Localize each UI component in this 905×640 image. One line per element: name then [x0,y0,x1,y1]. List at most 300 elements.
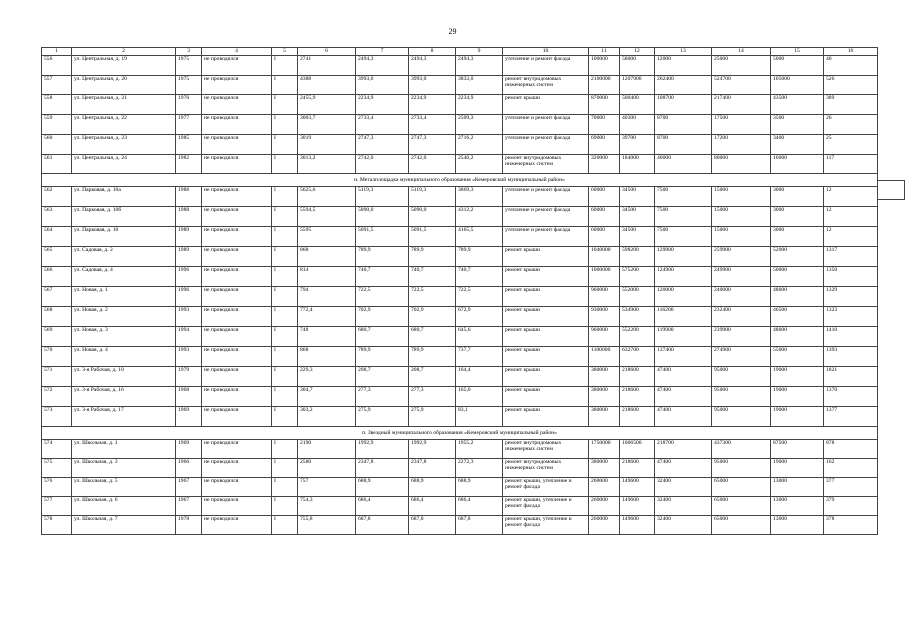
table-cell: ул. Центральная, д. 23 [72,135,176,155]
table-cell: 116200 [655,307,712,327]
table-cell: 500400 [620,95,655,115]
table-cell: 686,4 [356,497,409,516]
table-cell: 120000 [655,287,712,307]
table-cell: 572 [42,387,72,407]
table-cell: 794 [298,287,356,307]
column-number: 15 [771,48,824,56]
table-cell: 275,9 [409,407,456,427]
column-number: 11 [589,48,620,56]
table-cell: 437300 [712,440,771,459]
table-cell: 208,7 [356,367,409,387]
table-cell: 164,4 [456,367,503,387]
table-cell: 2234,9 [356,95,409,115]
table-cell: 117 [824,155,878,174]
table-row [42,478,878,497]
table-cell: 129900 [655,247,712,267]
table-cell: 2100000 [589,76,620,95]
table-row [42,207,878,227]
table-cell: 15000 [712,207,771,227]
table-cell: 2742,0 [356,155,409,174]
table-cell: 274900 [712,347,771,367]
table-cell: 239900 [712,327,771,347]
table-cell: 688,9 [409,478,456,497]
table-cell: 124900 [655,267,712,287]
table-cell: 1978 [176,516,202,535]
table-cell: 686,4 [456,497,503,516]
table-cell: 748 [298,327,356,347]
table-cell: 526 [824,76,878,95]
table-cell: 277,3 [409,387,456,407]
table-cell: 25000 [712,56,771,76]
table-cell: ремонт внутридомовых инженерных систем [503,155,589,174]
table-cell: 65000 [712,497,771,516]
table-cell: 55000 [771,347,824,367]
table-cell: 48000 [771,287,824,307]
table-cell: 60000 [589,227,620,247]
table-cell: 184000 [620,155,655,174]
table-cell: 47400 [655,387,712,407]
table-cell: 108700 [655,95,712,115]
table-row [42,327,878,347]
table-cell: 5091,5 [409,227,456,247]
table-cell: I [272,327,298,347]
column-number: 1 [42,48,72,56]
table-cell: не проводился [202,367,272,387]
table-cell: I [272,347,298,367]
column-number: 4 [202,48,272,56]
table-cell: 868 [298,347,356,367]
table-cell: I [272,407,298,427]
table-cell: 80000 [712,155,771,174]
table-cell: 26 [824,115,878,135]
table-cell: 1377 [824,407,878,427]
table-cell: 3833,0 [456,76,503,95]
table-cell: 558 [42,95,72,115]
table-row [42,497,878,516]
table-cell: 562 [42,187,72,207]
table-cell: 1969 [176,440,202,459]
table-cell: 1967 [176,478,202,497]
table-cell: 1979 [176,367,202,387]
table-cell: 814 [298,267,356,287]
table-cell: 8700 [655,115,712,135]
table-cell: не проводился [202,327,272,347]
table-cell: 737,7 [456,347,503,367]
table-cell: ремонт крыши [503,327,589,347]
table-cell: 15000 [712,187,771,207]
table-cell: 598200 [620,247,655,267]
table-cell: 218600 [620,459,655,478]
table-cell: ремонт крыши, утепление и ремонт фасада [503,478,589,497]
table-row [42,440,878,459]
table-row [42,76,878,95]
table-cell: 1993 [176,347,202,367]
table-row [42,115,878,135]
table-cell: 262400 [655,76,712,95]
table-cell: 60000 [589,187,620,207]
table-cell: 1317 [824,247,878,267]
table-cell: 789,9 [409,347,456,367]
table-row [42,227,878,247]
table-cell: 564 [42,227,72,247]
table-cell: 100000 [589,56,620,76]
table-row [42,155,878,174]
table-cell: 2580 [298,459,356,478]
table-cell: не проводился [202,459,272,478]
table-cell: 3500 [771,115,824,135]
section-row-overflow-cell [877,180,905,200]
table-cell: 560 [42,135,72,155]
table-cell: 573 [42,407,72,427]
table-cell: 260000 [589,497,620,516]
table-cell: 1976 [176,95,202,115]
table-cell: 47400 [655,367,712,387]
table-cell: ул. Школьная, д. 7 [72,516,176,535]
table-cell: ул. Центральная, д. 21 [72,95,176,115]
table-cell: 570 [42,347,72,367]
table-cell: 232400 [712,307,771,327]
table-cell: 687,8 [356,516,409,535]
table-cell: 32400 [655,478,712,497]
table-cell: 960000 [589,327,620,347]
table-cell: 2509,3 [456,115,503,135]
table-cell: 559 [42,115,72,135]
table-cell: 5594,5 [298,207,356,227]
column-number: 6 [298,48,356,56]
table-cell: 2494,3 [356,56,409,76]
column-number: 13 [655,48,712,56]
table-cell: 557 [42,76,72,95]
table-cell: I [272,115,298,135]
table-cell: 1988 [176,187,202,207]
table-cell: 2747,3 [409,135,456,155]
table-cell: 1370 [824,387,878,407]
table-cell: 25 [824,135,878,155]
table-cell: ремонт крыши, утепление и ремонт фасада [503,516,589,535]
table-cell: 1955,2 [456,440,503,459]
column-number: 9 [456,48,503,56]
table-cell: 105000 [771,76,824,95]
table-row [42,407,878,427]
table-cell: ул. Парковая, д. 10а [72,187,176,207]
table-cell: 4165,5 [456,227,503,247]
table-cell: 524700 [712,76,771,95]
table-cell: не проводился [202,155,272,174]
table-cell: 229,3 [298,367,356,387]
table-cell: 552000 [620,287,655,307]
table-cell: I [272,516,298,535]
table-cell: 1968 [176,387,202,407]
table-cell: 930000 [589,307,620,327]
table-cell: ремонт крыши [503,247,589,267]
table-cell: ул. Центральная, д. 24 [72,155,176,174]
table-cell: 740,7 [409,267,456,287]
table-cell: 1996 [176,267,202,287]
table-cell: 687,8 [409,516,456,535]
section-row [42,174,878,187]
table-cell: 70000 [589,115,620,135]
table-cell: 5119,3 [409,187,456,207]
table-cell: не проводился [202,135,272,155]
table-cell: 1988 [176,207,202,227]
table-cell: 688,9 [456,478,503,497]
table-cell: 568 [42,307,72,327]
table-cell: 789,9 [356,347,409,367]
table-cell: утепление и ремонт фасада [503,115,589,135]
table-cell: 2234,9 [456,95,503,115]
table-cell: 8700 [655,135,712,155]
table-row [42,267,878,287]
table-cell: 240000 [712,287,771,307]
table-cell: не проводился [202,207,272,227]
table-cell: 19000 [771,387,824,407]
table-cell: ул. Школьная, д. 5 [72,478,176,497]
table-cell: ул. Центральная, д. 19 [72,56,176,76]
table-cell: 2733,4 [356,115,409,135]
table-row [42,187,878,207]
table-cell: 65000 [712,516,771,535]
table-cell: не проводился [202,347,272,367]
table-cell: не проводился [202,497,272,516]
table-cell: 757 [298,478,356,497]
table-cell: I [272,267,298,287]
table-cell: ул. Центральная, д. 20 [72,76,176,95]
table-cell: 566 [42,267,72,287]
table-cell: 3000 [771,187,824,207]
table-cell: I [272,247,298,267]
table-cell: не проводился [202,227,272,247]
table-cell: 34500 [620,227,655,247]
table-cell: 7500 [655,227,712,247]
column-number: 12 [620,48,655,56]
table-cell: I [272,56,298,76]
table-cell: ремонт крыши [503,367,589,387]
table-cell: ул. Новая, д. 2 [72,307,176,327]
table-cell: 19000 [771,459,824,478]
table-cell: ул. Новая, д. 1 [72,287,176,307]
table-cell: ул. Школьная, д. 3 [72,459,176,478]
table-cell: 95000 [712,387,771,407]
table-cell: утепление и ремонт фасада [503,207,589,227]
table-cell: 95000 [712,367,771,387]
table-cell: ул. 3-я Рабочая, д. 16 [72,387,176,407]
table-cell: 1410 [824,327,878,347]
table-cell: 34500 [620,187,655,207]
column-number: 7 [356,48,409,56]
table-cell: 208,7 [409,367,456,387]
table-cell: 2747,3 [356,135,409,155]
table-cell: 40000 [655,155,712,174]
table-cell: 960000 [589,287,620,307]
table-cell: 149600 [620,497,655,516]
table-cell: 754,3 [298,497,356,516]
table-cell: 58000 [620,56,655,76]
table-cell: 19000 [771,407,824,427]
table-cell: 2716,2 [456,135,503,155]
table-cell: 60000 [589,207,620,227]
table-cell: 556 [42,56,72,76]
table-cell: 17200 [712,135,771,155]
table-cell: 5091,5 [356,227,409,247]
table-cell: 32400 [655,516,712,535]
table-cell: 577 [42,497,72,516]
table-cell: 5595 [298,227,356,247]
table-cell: 569 [42,327,72,347]
table-cell: 40300 [620,115,655,135]
table-cell: ул. Школьная, д. 1 [72,440,176,459]
table-cell: 578 [42,516,72,535]
table-cell: I [272,76,298,95]
table-cell: ремонт крыши [503,347,589,367]
table-cell: не проводился [202,95,272,115]
table-cell: 50000 [771,267,824,287]
table-cell: I [272,459,298,478]
table-cell: 1393 [824,347,878,367]
table-cell: 12 [824,187,878,207]
table-cell: 15000 [712,227,771,247]
table-row [42,95,878,115]
table-cell: ул. 3-я Рабочая, д. 10 [72,367,176,387]
table-cell: ул. Центральная, д. 22 [72,115,176,135]
table-cell: 1969 [176,407,202,427]
table-cell: 43500 [771,95,824,115]
table-cell: 575200 [620,267,655,287]
table-cell: 260000 [589,516,620,535]
table-cell: 95000 [712,407,771,427]
table-cell: 47400 [655,407,712,427]
table-cell: 2494,3 [409,56,456,76]
table-cell: ул. Садовая, д. 4 [72,267,176,287]
table-cell: 304,7 [298,387,356,407]
column-number: 14 [712,48,771,56]
table-cell: 1000000 [589,267,620,287]
table-cell: ремонт крыши [503,307,589,327]
table-cell: I [272,307,298,327]
table-cell: ремонт внутридомовых инженерных систем [503,459,589,478]
table-cell: 552200 [620,327,655,347]
table-cell: 7500 [655,187,712,207]
table-cell: 1323 [824,307,878,327]
table-cell: 868 [298,247,356,267]
table-cell: ремонт крыши [503,407,589,427]
table-cell: 83,1 [456,407,503,427]
table-cell: 1040000 [589,247,620,267]
table-cell: 377 [824,478,878,497]
table-cell: 3869,3 [456,187,503,207]
table-cell: I [272,478,298,497]
table-cell: 2347,8 [409,459,456,478]
repair-program-table [41,47,878,535]
table-cell: 534900 [620,307,655,327]
table-cell: 702,9 [409,307,456,327]
table-cell: не проводился [202,478,272,497]
table-cell: 17500 [712,115,771,135]
table-cell: 380000 [589,407,620,427]
table-cell: не проводился [202,267,272,287]
table-cell: 275,9 [356,407,409,427]
table-cell: 149600 [620,516,655,535]
column-number: 8 [409,48,456,56]
table-cell: не проводился [202,516,272,535]
table-cell: ул. Новая, д. 4 [72,347,176,367]
table-cell: 277,3 [356,387,409,407]
table-cell: 303,2 [298,407,356,427]
table-cell: ул. Новая, д. 3 [72,327,176,347]
column-number-row [42,48,878,56]
table-cell: 69000 [589,135,620,155]
table-cell: ул. Школьная, д. 6 [72,497,176,516]
table-row [42,56,878,76]
table-cell: утепление и ремонт фасада [503,135,589,155]
table-cell: 2742,0 [409,155,456,174]
table-cell: 1975 [176,76,202,95]
table-cell: 7500 [655,207,712,227]
section-title: н. Металплощадка муниципального образования «Кемеровский муниципальный район» [42,174,878,187]
section-row [42,427,878,440]
table-cell: 4388 [298,76,356,95]
table-cell: ремонт крыши [503,287,589,307]
table-cell: 645,6 [456,327,503,347]
table-cell: ремонт крыши, утепление и ремонт фасада [503,497,589,516]
table-cell: не проводился [202,115,272,135]
table-cell: I [272,497,298,516]
table-cell: 3003,7 [298,115,356,135]
table-cell: 740,7 [356,267,409,287]
table-cell: 1994 [176,327,202,347]
table-cell: не проводился [202,187,272,207]
table-cell: 2272,3 [456,459,503,478]
table-cell: 1982 [176,155,202,174]
table-cell: ремонт крыши [503,387,589,407]
table-cell: I [272,440,298,459]
table-cell: 722,5 [456,287,503,307]
table-cell: 34500 [620,207,655,227]
column-number: 10 [503,48,589,56]
table-cell: 249900 [712,267,771,287]
table-cell: 149600 [620,478,655,497]
table-cell: утепление и ремонт фасада [503,56,589,76]
table-cell: 1821 [824,367,878,387]
table-cell: 680,7 [356,327,409,347]
table-cell: ул. Парковая, д. 10б [72,207,176,227]
table-cell: 3019 [298,135,356,155]
table-cell: I [272,95,298,115]
table-cell: 3400 [771,135,824,155]
table-cell: 3993,0 [356,76,409,95]
table-cell: 2190 [298,440,356,459]
table-cell: 686,4 [409,497,456,516]
table-cell: 1989 [176,247,202,267]
table-cell: 218600 [620,387,655,407]
section-title: п. Звездный муниципального образования «Кемеровский муниципальный район» [42,427,878,440]
table-cell: ул. Парковая, д. 10 [72,227,176,247]
table-cell: 2347,8 [356,459,409,478]
table-cell: 1329 [824,287,878,307]
table-cell: I [272,367,298,387]
table-cell: не проводился [202,407,272,427]
column-number: 2 [72,48,176,56]
table-cell: ремонт внутридомовых инженерных систем [503,76,589,95]
table-cell: 702,9 [356,307,409,327]
table-cell: утепление и ремонт фасада [503,227,589,247]
table-cell: 688,9 [356,478,409,497]
table-cell: 32400 [655,497,712,516]
table-row [42,307,878,327]
table-cell: 48000 [771,327,824,347]
table-cell: утепление и ремонт фасада [503,187,589,207]
table-cell: I [272,287,298,307]
table-cell: 870000 [589,95,620,115]
